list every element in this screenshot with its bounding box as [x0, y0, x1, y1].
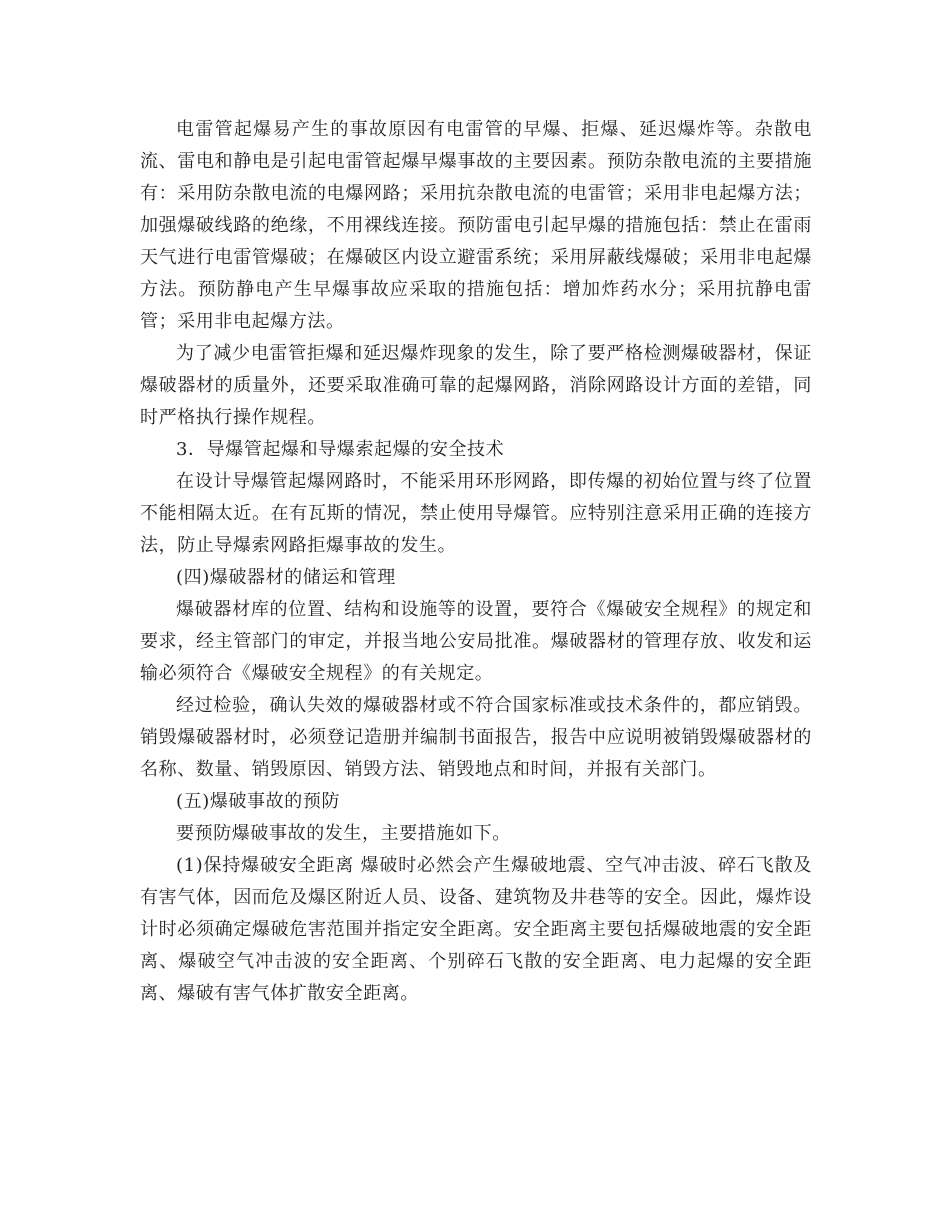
paragraph-safety-distance: (1)保持爆破安全距离 爆破时必然会产生爆破地震、空气冲击波、碎石飞散及有害气体，因而危及爆区附近人员、设备、建筑物及井巷等的安全。因此，爆炸设计时必须确定爆破危害范围并指定安全距离。安全距离主要包括爆破地震的安全距离、爆破空气冲击波的安全距离、个别碎石飞散的安全距离、电力起爆的安全距离、爆破有害气体扩散安全距离。	[140, 855, 812, 1004]
paragraph-prevention-intro: 要预防爆破事故的发生，主要措施如下。	[176, 823, 511, 844]
paragraph-reduce-misfire: 为了减少电雷管拒爆和延迟爆炸现象的发生，除了要严格检测爆破器材，保证爆破器材的质量外，还要采取准确可靠的起爆网路，消除网路设计方面的差错，同时严格执行操作规程。	[140, 343, 812, 428]
paragraph-destruction: 经过检验，确认失效的爆破器材或不符合国家标准或技术条件的，都应销毁。销毁爆破器材时，必须登记造册并编制书面报告，报告中应说明被销毁爆破器材的名称、数量、销毁原因、销毁方法、销毁地点和时间，并报有关部门。	[140, 695, 812, 780]
paragraph-storage-rules: 爆破器材库的位置、结构和设施等的设置，要符合《爆破安全规程》的规定和要求，经主管部门的审定，并报当地公安局批准。爆破器材的管理存放、收发和运输必须符合《爆破安全规程》的有关规定。	[140, 599, 812, 684]
section-heading-accident-prevention: (五)爆破事故的预防	[176, 791, 341, 812]
document-body	[140, 114, 812, 1010]
paragraph-shock-tube-design: 在设计导爆管起爆网路时，不能采用环形网路，即传爆的初始位置与终了位置不能相隔太近。在有瓦斯的情况，禁止使用导爆管。应特别注意采用正确的连接方法，防止导爆索网路拒爆事故的发生。	[140, 471, 812, 556]
section-heading-storage: (四)爆破器材的储运和管理	[176, 567, 396, 588]
section-heading-shock-tube: 3．导爆管起爆和导爆索起爆的安全技术	[176, 439, 505, 460]
paragraph-electric-detonator-accidents: 电雷管起爆易产生的事故原因有电雷管的早爆、拒爆、延迟爆炸等。杂散电流、雷电和静电是引起电雷管起爆早爆事故的主要因素。预防杂散电流的主要措施有：采用防杂散电流的电爆网路；采用抗杂散电流的电雷管；采用非电起爆方法；加强爆破线路的绝缘，不用裸线连接。预防雷电引起早爆的措施包括：禁止在雷雨天气进行电雷管爆破；在爆破区内设立避雷系统；采用屏蔽线爆破；采用非电起爆方法。预防静电产生早爆事故应采取的措施包括：增加炸药水分；采用抗静电雷管；采用非电起爆方法。	[140, 119, 812, 332]
